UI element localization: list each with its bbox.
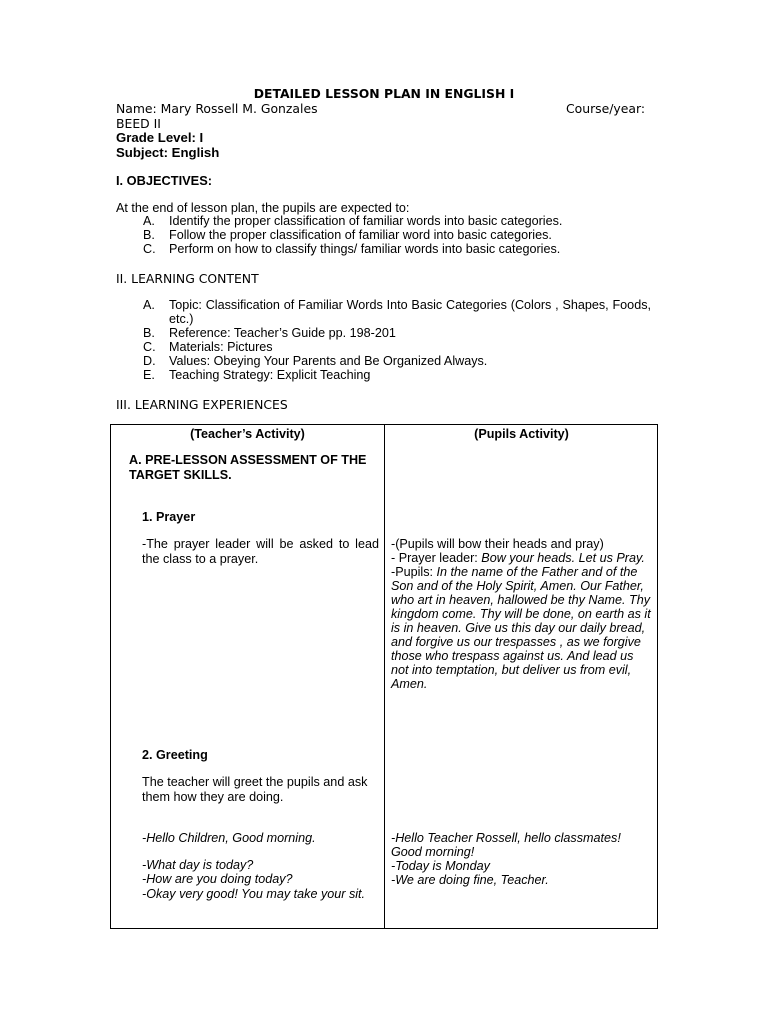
learning-content-heading: II. LEARNING CONTENT (116, 271, 259, 286)
prayer-teacher-text: -The prayer leader will be asked to lead the class to a prayer. (142, 537, 379, 566)
objectives-intro: At the end of lesson plan, the pupils are expected to: (116, 201, 410, 215)
prayer-heading: 1. Prayer (142, 510, 196, 524)
content-item: E. Teaching Strategy: Explicit Teaching (143, 368, 371, 382)
learning-experiences-heading: III. LEARNING EXPERIENCES (116, 397, 288, 412)
greeting-pupils-responses: -Hello Teacher Rossell, hello classmates! Good morning! -Today is Monday -We are doing fine, Teacher. (391, 831, 621, 887)
column-divider (384, 424, 385, 929)
course-year-value: BEED II (116, 116, 161, 131)
prayer-pupils-text: -(Pupils will bow their heads and pray) - Prayer leader: Bow your heads. Let us Pray. -Pupils: In the name of the Father and of the Son and of the Holy Spirit, Amen. Our Father, who art in heaven, hallowed be thy Name. Thy kingdom come. Thy will be done, on earth as it is in heaven. Give us this day our daily bread, and forgive us our trespasses , as we forgive those who trespass against us. And lead us not into temptation, but deliver us from evil, Amen. (391, 537, 651, 691)
objectives-heading: I. OBJECTIVES: (116, 173, 212, 188)
content-item: B. Reference: Teacher’s Guide pp. 198-201 (143, 326, 396, 340)
grade-level: Grade Level: I (116, 130, 204, 145)
pupils-activity-header: (Pupils Activity) (474, 427, 569, 441)
document-title: DETAILED LESSON PLAN IN ENGLISH I (253, 86, 515, 101)
pre-lesson-heading: A. PRE-LESSON ASSESSMENT OF THE TARGET SKILLS. (129, 453, 367, 482)
objectives-list (143, 214, 663, 256)
teacher-activity-header: (Teacher’s Activity) (190, 427, 305, 441)
content-item: A. Topic: Classification of Familiar Words Into Basic Categories (Colors , Shapes, Foods, etc.) (143, 298, 651, 326)
objective-item: C. Perform on how to classify things/ familiar words into basic categories. (143, 242, 561, 256)
subject: Subject: English (116, 145, 220, 160)
greeting-heading: 2. Greeting (142, 748, 208, 762)
content-item: D. Values: Obeying Your Parents and Be Organized Always. (143, 354, 488, 368)
greeting-teacher-hello: -Hello Children, Good morning. (142, 831, 316, 845)
author-name: Name: Mary Rossell M. Gonzales (116, 101, 318, 116)
content-item: C. Materials: Pictures (143, 340, 273, 354)
greeting-teacher-text: The teacher will greet the pupils and ask them how they are doing. (142, 775, 368, 804)
course-year-label: Course/year: (566, 101, 646, 116)
greeting-teacher-questions: -What day is today? -How are you doing today? -Okay very good! You may take your sit. (142, 858, 366, 901)
learning-content-list (143, 298, 651, 382)
objective-item: A. Identify the proper classification of familiar words into basic categories. (143, 214, 563, 228)
objective-item: B. Follow the proper classification of familiar word into basic categories. (143, 228, 552, 242)
